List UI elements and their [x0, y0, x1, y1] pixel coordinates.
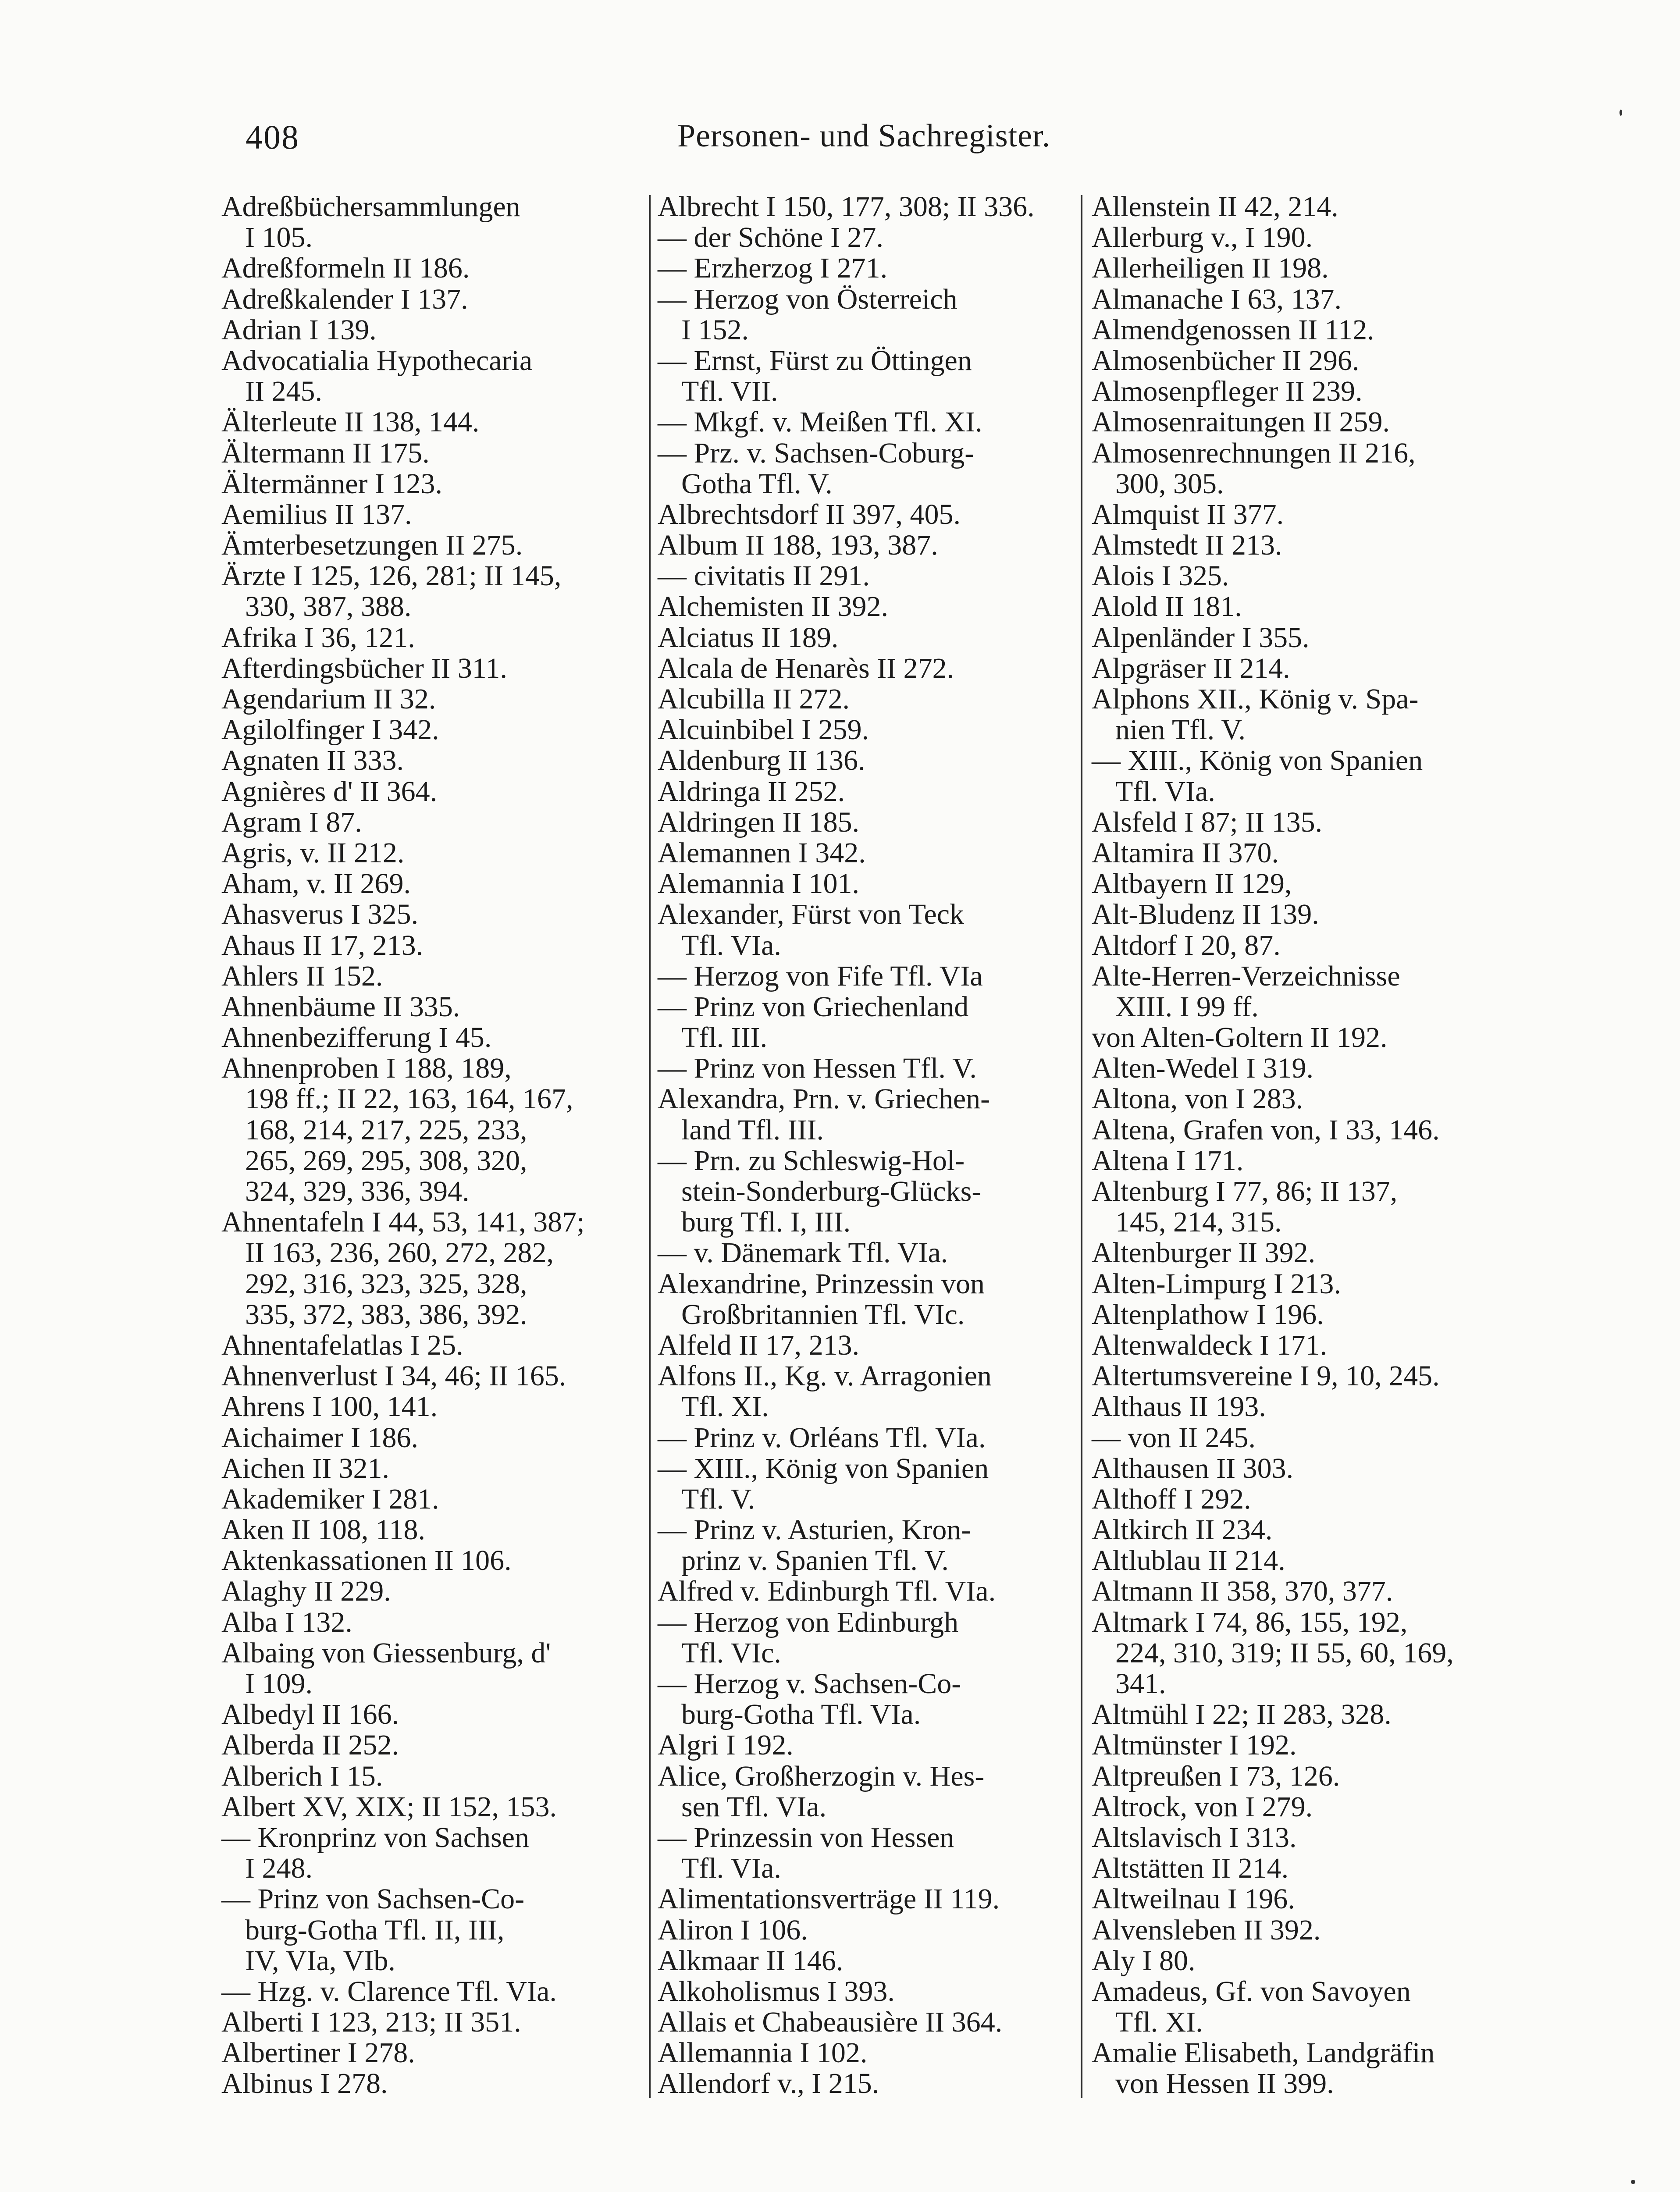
index-entry: Agendarium II 32. [221, 683, 436, 715]
column-rule-right [1081, 195, 1082, 2098]
index-entry-continuation: Tfl. VIa. [681, 929, 781, 961]
index-entry: Alciatus II 189. [658, 621, 839, 654]
index-entry: Alt-Bludenz II 139. [1092, 898, 1319, 931]
index-entry-continuation: burg-Gotha Tfl. VIa. [681, 1698, 921, 1731]
index-entry: — Prinz von Hessen Tfl. V. [658, 1052, 977, 1085]
index-entry: Aham, v. II 269. [221, 868, 411, 900]
index-entry-continuation: burg Tfl. I, III. [681, 1206, 851, 1238]
index-entry: Ahaus II 17, 213. [221, 929, 424, 961]
index-entry: Alphons XII., König v. Spa- [1092, 683, 1419, 715]
index-entry-continuation: 341. [1115, 1668, 1166, 1700]
index-entry: Altenburger II 392. [1092, 1237, 1316, 1269]
index-entry: — Ernst, Fürst zu Öttingen [658, 344, 972, 377]
index-entry: Alexandra, Prn. v. Griechen- [658, 1083, 990, 1115]
index-entry: Agilolfinger I 342. [221, 714, 439, 746]
index-entry-continuation: Tfl. V. [681, 1483, 755, 1515]
index-entry: Alois I 325. [1092, 560, 1229, 592]
index-entry: Alkmaar II 146. [658, 1944, 844, 1977]
index-entry: Alemannen I 342. [658, 836, 866, 869]
index-entry: Altweilnau I 196. [1092, 1883, 1295, 1915]
index-entry: — XIII., König von Spanien [1092, 744, 1423, 777]
index-entry: Alexandrine, Prinzessin von [658, 1267, 985, 1300]
index-entry: — Hzg. v. Clarence Tfl. VIa. [221, 1975, 557, 2007]
index-entry: — XIII., König von Spanien [658, 1452, 989, 1484]
index-entry: Adrian I 139. [221, 313, 377, 346]
index-entry: — Prinz v. Orléans Tfl. VIa. [658, 1421, 986, 1454]
index-entry: Afrika I 36, 121. [221, 621, 415, 654]
index-entry: Ahnenverlust I 34, 46; II 165. [221, 1360, 566, 1392]
index-entry: Almosenrechnungen II 216, [1092, 437, 1416, 469]
index-entry: — Herzog v. Sachsen-Co- [658, 1668, 961, 1700]
index-entry: Alte-Herren-Verzeichnisse [1092, 960, 1400, 992]
index-entry: Älterleute II 138, 144. [221, 406, 480, 438]
index-entry: Almosenbücher II 296. [1092, 344, 1360, 377]
index-entry-continuation: Tfl. VII. [681, 375, 778, 408]
index-entry: Altrock, von I 279. [1092, 1790, 1313, 1823]
index-entry: Alcala de Henarès II 272. [658, 652, 954, 684]
index-entry-continuation: stein-Sonderburg-Glücks- [681, 1175, 982, 1207]
index-entry: Altena I 171. [1092, 1144, 1244, 1177]
index-entry: Alten-Limpurg I 213. [1092, 1267, 1341, 1300]
index-entry: — Mkgf. v. Meißen Tfl. XI. [658, 406, 982, 438]
index-entry: Ahnenproben I 188, 189, [221, 1052, 512, 1085]
index-entry: Almanache I 63, 137. [1092, 283, 1342, 315]
index-entry: Aldenburg II 136. [658, 744, 865, 777]
index-entry-continuation: Tfl. XI. [681, 1391, 769, 1423]
index-entry-continuation: nien Tfl. V. [1115, 714, 1246, 746]
index-entry-continuation: 300, 305. [1115, 467, 1224, 500]
index-entry-continuation: 335, 372, 383, 386, 392. [245, 1298, 527, 1331]
index-entry: Alimentationsverträge II 119. [658, 1883, 1000, 1915]
index-entry: Aly I 80. [1092, 1944, 1196, 1977]
index-entry: Altenplathow I 196. [1092, 1298, 1324, 1331]
ink-speck [1631, 2180, 1635, 2184]
index-entry-continuation: 198 ff.; II 22, 163, 164, 167, [245, 1083, 573, 1115]
index-entry: Almosenpfleger II 239. [1092, 375, 1363, 408]
index-entry-continuation: 324, 329, 336, 394. [245, 1175, 470, 1207]
index-entry-continuation: II 163, 236, 260, 272, 282, [245, 1237, 554, 1269]
index-entry-continuation: von Hessen II 399. [1115, 2067, 1334, 2100]
index-entry: Ahlers II 152. [221, 960, 383, 992]
index-entry: Altenburg I 77, 86; II 137, [1092, 1175, 1398, 1207]
index-entry: Aldringen II 185. [658, 806, 860, 838]
index-entry: — Herzog von Österreich [658, 283, 957, 315]
index-entry: Altena, Grafen von, I 33, 146. [1092, 1114, 1440, 1146]
index-entry-continuation: Gotha Tfl. V. [681, 467, 833, 500]
index-entry: Allendorf v., I 215. [658, 2067, 879, 2100]
index-entry-continuation: I 105. [245, 221, 313, 254]
index-entry: Alemannia I 101. [658, 868, 860, 900]
index-entry-continuation: XIII. I 99 ff. [1115, 990, 1259, 1023]
index-entry: Altmann II 358, 370, 377. [1092, 1575, 1393, 1608]
index-entry: Ahnentafelatlas I 25. [221, 1329, 463, 1361]
index-entry-continuation: 145, 214, 315. [1115, 1206, 1282, 1238]
index-entry: — Prinzessin von Hessen [658, 1821, 954, 1854]
index-entry: — von II 245. [1092, 1421, 1256, 1454]
index-entry: Adreßbüchersammlungen [221, 191, 520, 223]
index-entry: Alaghy II 229. [221, 1575, 391, 1608]
index-entry: Amadeus, Gf. von Savoyen [1092, 1975, 1411, 2007]
index-entry: von Alten-Goltern II 192. [1092, 1021, 1388, 1054]
index-entry: Altertumsvereine I 9, 10, 245. [1092, 1360, 1440, 1392]
index-entry-continuation: 265, 269, 295, 308, 320, [245, 1144, 527, 1177]
index-entry-continuation: Tfl. VIa. [1115, 775, 1215, 808]
index-entry: Alpenländer I 355. [1092, 621, 1310, 654]
index-entry: Alold II 181. [1092, 591, 1242, 623]
index-entry: Aliron I 106. [658, 1914, 808, 1946]
index-entry: Akademiker I 281. [221, 1483, 439, 1515]
index-entry: Altamira II 370. [1092, 836, 1279, 869]
index-entry-continuation: I 248. [245, 1852, 313, 1885]
index-entry: Alpgräser II 214. [1092, 652, 1290, 684]
index-entry: Alsfeld I 87; II 135. [1092, 806, 1323, 838]
index-entry: Algri I 192. [658, 1729, 794, 1761]
index-entry: Althaus II 193. [1092, 1391, 1266, 1423]
index-entry: Alfons II., Kg. v. Arragonien [658, 1360, 992, 1392]
index-entry: Alvensleben II 392. [1092, 1914, 1321, 1946]
index-entry: — Prinz v. Asturien, Kron- [658, 1514, 971, 1546]
index-entry: Afterdingsbücher II 311. [221, 652, 507, 684]
index-entry-continuation: II 245. [245, 375, 322, 408]
index-entry: Albaing von Giessenburg, d' [221, 1637, 551, 1669]
index-entry-continuation: sen Tfl. VIa. [681, 1790, 827, 1823]
index-entry: Adreßkalender I 137. [221, 283, 468, 315]
index-entry: Aktenkassationen II 106. [221, 1544, 512, 1577]
index-entry: Aichaimer I 186. [221, 1421, 419, 1454]
running-title: Personen- und Sachregister. [677, 118, 1051, 154]
index-entry-continuation: I 152. [681, 313, 749, 346]
index-entry: Aken II 108, 118. [221, 1514, 425, 1546]
index-entry: Agnières d' II 364. [221, 775, 438, 808]
index-entry-continuation: prinz v. Spanien Tfl. V. [681, 1544, 949, 1577]
index-entry: Alberich I 15. [221, 1760, 383, 1792]
index-entry: Adreßformeln II 186. [221, 252, 470, 285]
index-entry: Altdorf I 20, 87. [1092, 929, 1281, 961]
index-entry: — Prn. zu Schleswig-Hol- [658, 1144, 965, 1177]
index-entry: Allais et Chabeausière II 364. [658, 2006, 1003, 2039]
index-entry-continuation: land Tfl. III. [681, 1114, 824, 1146]
index-entry: Alberda II 252. [221, 1729, 399, 1761]
index-entry: Ahrens I 100, 141. [221, 1391, 438, 1423]
index-entry: Alkoholismus I 393. [658, 1975, 895, 2007]
index-column-3 [1092, 192, 1495, 2099]
index-entry: — Prinz von Sachsen-Co- [221, 1883, 525, 1915]
index-entry: Aemilius II 137. [221, 498, 412, 530]
index-entry: Alcubilla II 272. [658, 683, 850, 715]
column-rule-left [649, 195, 651, 2098]
index-entry: Albrechtsdorf II 397, 405. [658, 498, 961, 530]
index-entry: Albert XV, XIX; II 152, 153. [221, 1790, 557, 1823]
index-entry: Agris, v. II 212. [221, 836, 405, 869]
index-entry-continuation: 168, 214, 217, 225, 233, [245, 1114, 527, 1146]
ink-speck [1619, 110, 1622, 116]
index-entry-continuation: I 109. [245, 1668, 313, 1700]
index-entry: — civitatis II 291. [658, 560, 870, 592]
index-entry: Ältermann II 175. [221, 437, 430, 469]
index-entry-continuation: Großbritannien Tfl. VIc. [681, 1298, 965, 1331]
index-entry: Alba I 132. [221, 1606, 352, 1638]
index-entry: Ahnenbezifferung I 45. [221, 1021, 492, 1054]
index-entry-continuation: Tfl. VIa. [681, 1852, 781, 1885]
index-entry: Altenwaldeck I 171. [1092, 1329, 1327, 1361]
index-entry: Alfeld II 17, 213. [658, 1329, 860, 1361]
index-entry: Agnaten II 333. [221, 744, 404, 777]
index-entry: Alexander, Fürst von Teck [658, 898, 965, 931]
index-entry: Altmünster I 192. [1092, 1729, 1297, 1761]
index-entry: Altlublau II 214. [1092, 1544, 1285, 1577]
index-entry: Almosenraitungen II 259. [1092, 406, 1390, 438]
index-entry: Althausen II 303. [1092, 1452, 1294, 1484]
index-entry-continuation: burg-Gotha Tfl. II, III, [245, 1914, 505, 1946]
index-entry: Almquist II 377. [1092, 498, 1284, 530]
index-entry: Advocatialia Hypothecaria [221, 344, 533, 377]
index-entry-continuation: Tfl. III. [681, 1021, 768, 1054]
index-entry-continuation: IV, VIa, VIb. [245, 1944, 395, 1977]
index-entry: Allerburg v., I 190. [1092, 221, 1313, 254]
index-entry: Almstedt II 213. [1092, 529, 1282, 562]
index-entry: Ämterbesetzungen II 275. [221, 529, 523, 562]
index-entry: — v. Dänemark Tfl. VIa. [658, 1237, 948, 1269]
index-entry: Amalie Elisabeth, Landgräfin [1092, 2037, 1435, 2069]
index-entry: Almendgenossen II 112. [1092, 313, 1374, 346]
index-entry: — Prz. v. Sachsen-Coburg- [658, 437, 975, 469]
index-entry: — der Schöne I 27. [658, 221, 884, 254]
index-entry: — Prinz von Griechenland [658, 990, 969, 1023]
index-entry-continuation: Tfl. VIc. [681, 1637, 781, 1669]
index-entry: Althoff I 292. [1092, 1483, 1251, 1515]
index-entry: Altslavisch I 313. [1092, 1821, 1297, 1854]
index-entry: Aichen II 321. [221, 1452, 390, 1484]
index-entry: Altmühl I 22; II 283, 328. [1092, 1698, 1392, 1731]
index-entry: Altbayern II 129, [1092, 868, 1292, 900]
index-entry: Albrecht I 150, 177, 308; II 336. [658, 191, 1035, 223]
index-entry: — Kronprinz von Sachsen [221, 1821, 530, 1854]
index-entry: — Herzog von Fife Tfl. VIa [658, 960, 983, 992]
index-entry: Altstätten II 214. [1092, 1852, 1289, 1885]
index-entry: Alberti I 123, 213; II 351. [221, 2006, 521, 2039]
index-entry: Alice, Großherzogin v. Hes- [658, 1760, 985, 1792]
index-entry: Altmark I 74, 86, 155, 192, [1092, 1606, 1408, 1638]
index-entry: Allerheiligen II 198. [1092, 252, 1329, 285]
index-entry: Ahnenbäume II 335. [221, 990, 460, 1023]
index-entry: Allenstein II 42, 214. [1092, 191, 1338, 223]
index-entry: Alchemisten II 392. [658, 591, 889, 623]
index-entry: Albinus I 278. [221, 2067, 388, 2100]
index-entry: Ahasverus I 325. [221, 898, 419, 931]
index-entry: Agram I 87. [221, 806, 362, 838]
index-entry: Alten-Wedel I 319. [1092, 1052, 1314, 1085]
index-entry: Altkirch II 234. [1092, 1514, 1273, 1546]
index-entry: — Erzherzog I 271. [658, 252, 888, 285]
index-entry: Alfred v. Edinburgh Tfl. VIa. [658, 1575, 996, 1608]
index-entry: Alcuinbibel I 259. [658, 714, 869, 746]
index-entry: Albertiner I 278. [221, 2037, 415, 2069]
index-entry-continuation: 330, 387, 388. [245, 591, 412, 623]
index-entry: — Herzog von Edinburgh [658, 1606, 959, 1638]
index-entry: Album II 188, 193, 387. [658, 529, 938, 562]
index-entry: Altpreußen I 73, 126. [1092, 1760, 1340, 1792]
index-entry: Altona, von I 283. [1092, 1083, 1303, 1115]
index-entry-continuation: Tfl. XI. [1115, 2006, 1203, 2039]
index-column-2 [658, 192, 1070, 2099]
index-entry: Ärzte I 125, 126, 281; II 145, [221, 560, 562, 592]
index-column-1 [221, 192, 629, 2099]
index-entry: Ahnentafeln I 44, 53, 141, 387; [221, 1206, 585, 1238]
index-entry: Albedyl II 166. [221, 1698, 399, 1731]
index-entry: Aldringa II 252. [658, 775, 845, 808]
index-entry-continuation: 224, 310, 319; II 55, 60, 169, [1115, 1637, 1454, 1669]
index-entry-continuation: 292, 316, 323, 325, 328, [245, 1267, 527, 1300]
page-number: 408 [246, 118, 299, 156]
index-entry: Ältermänner I 123. [221, 467, 442, 500]
index-entry: Allemannia I 102. [658, 2037, 868, 2069]
